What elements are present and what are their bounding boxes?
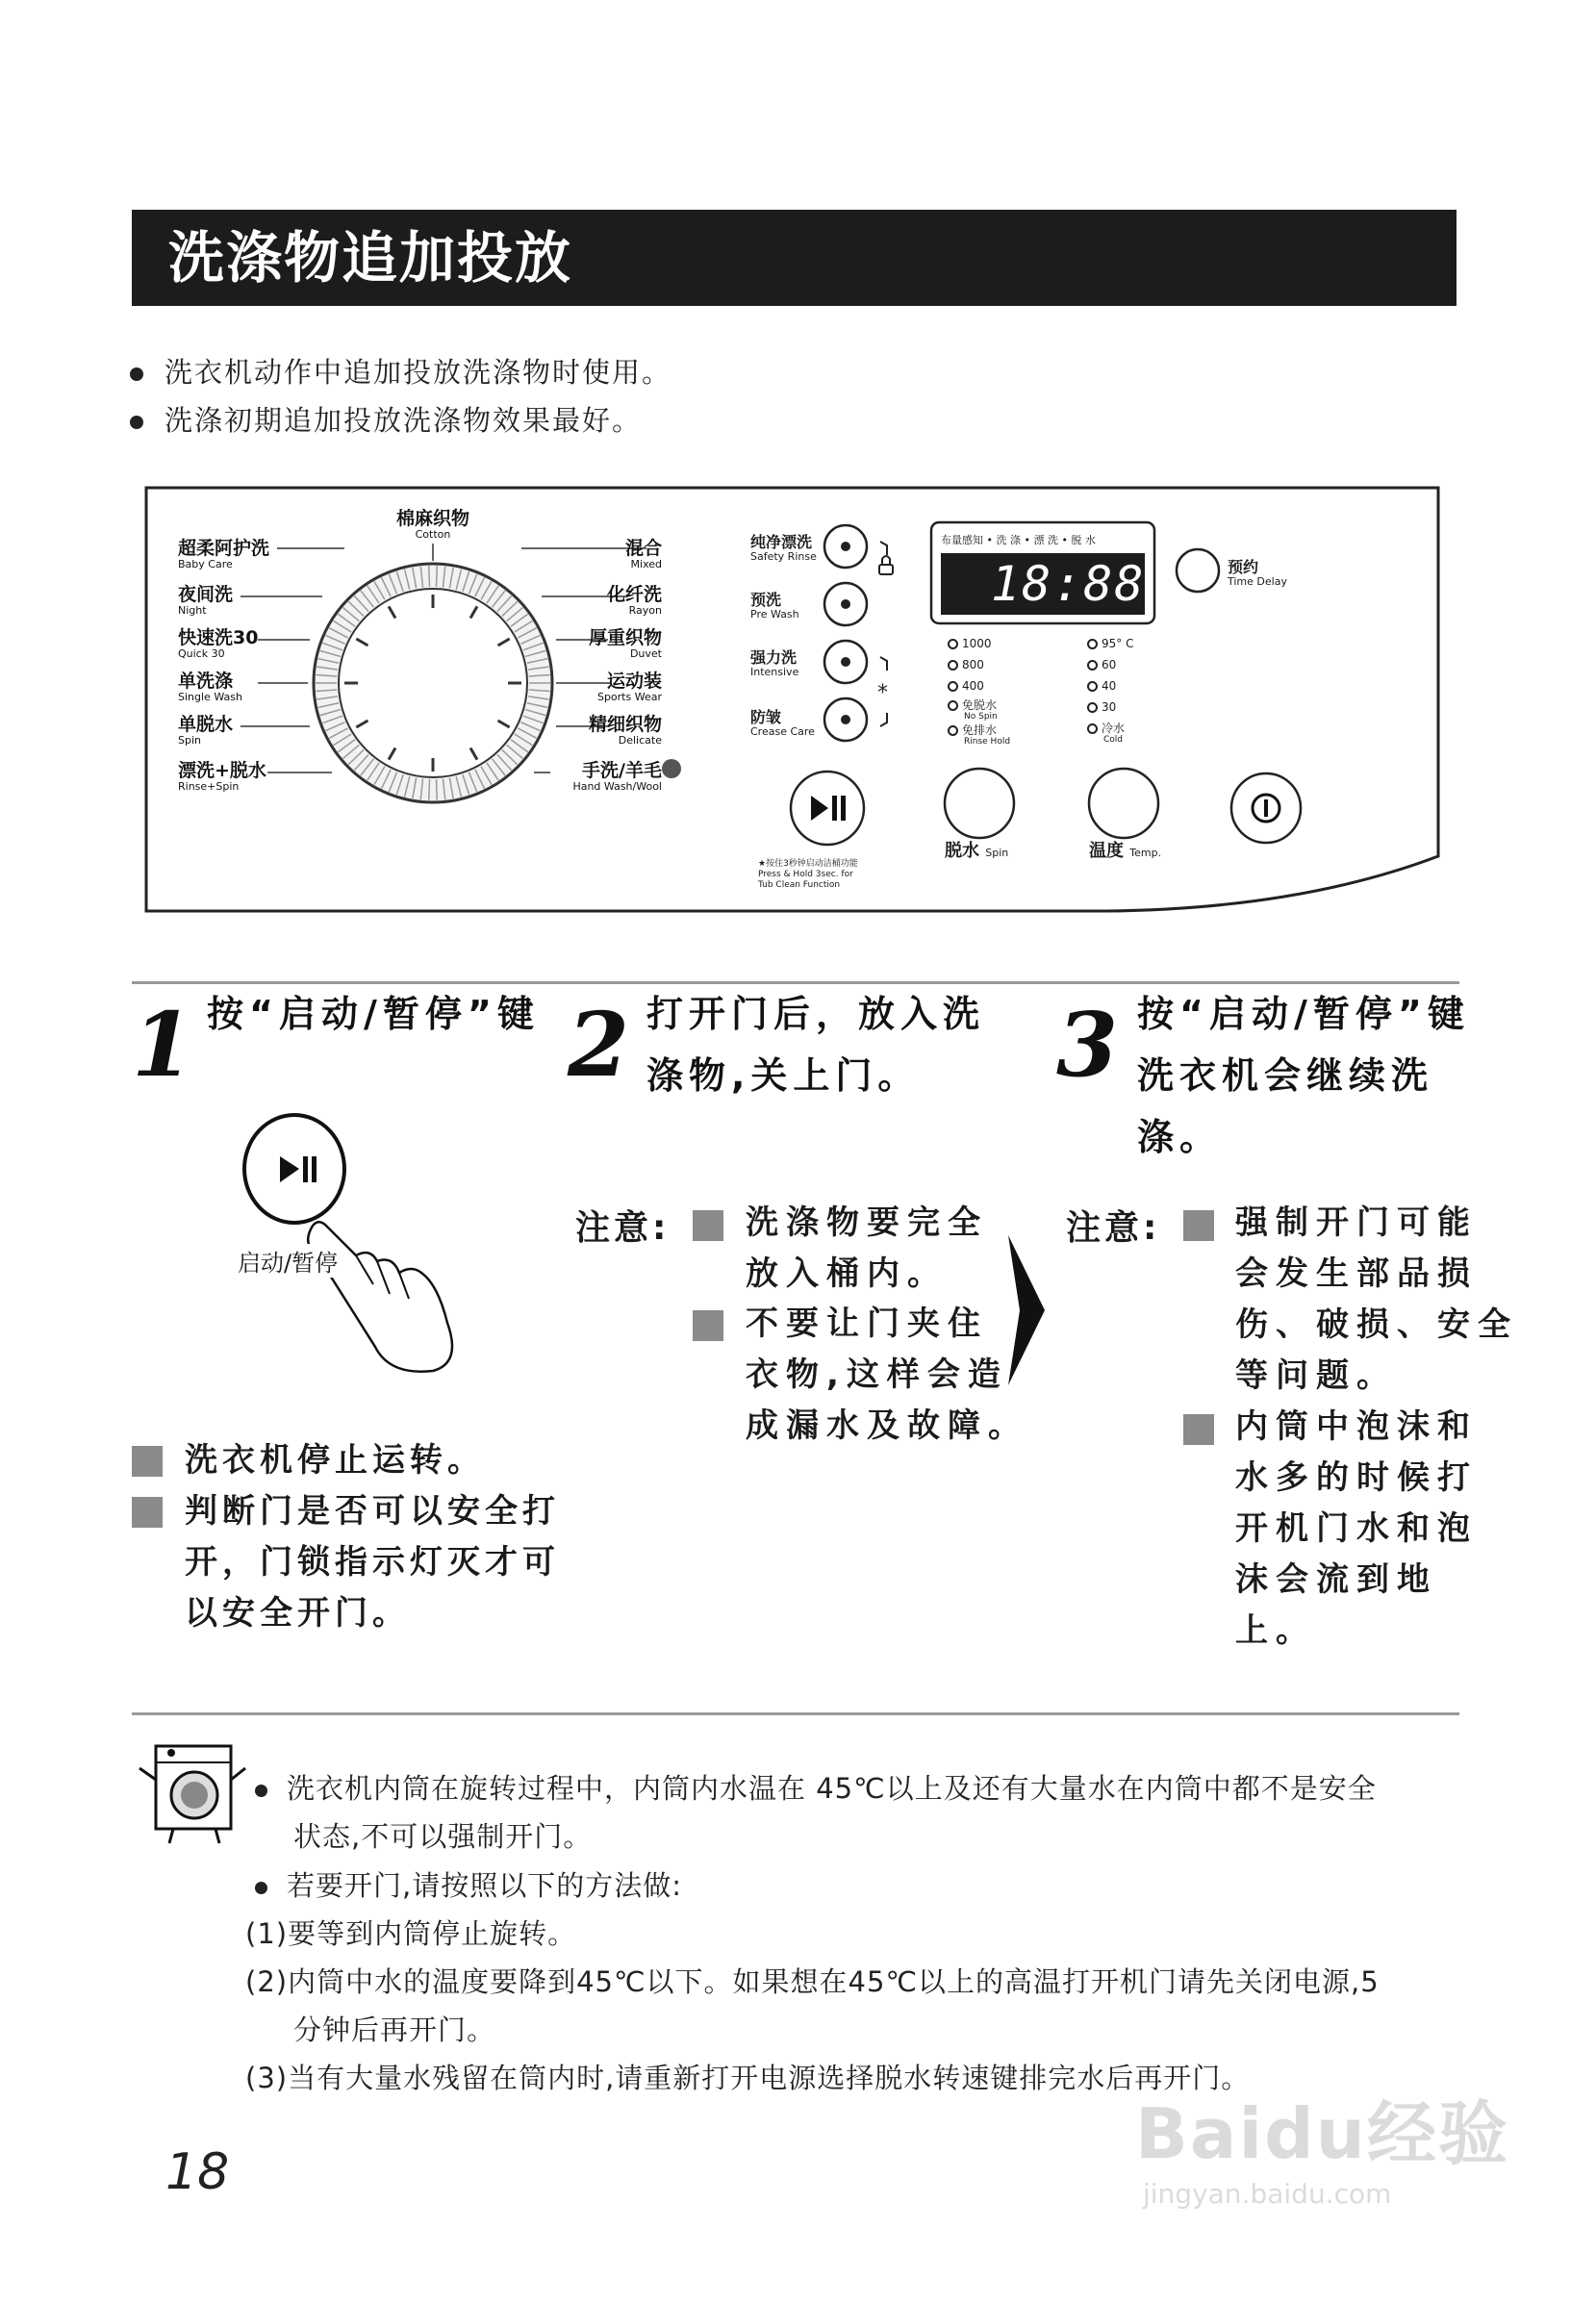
- next-arrow-icon: [1006, 1233, 1047, 1387]
- note-bullet-1: 洗衣机内筒在旋转过程中，内筒内水温在 45℃以上及还有大量水在内筒中都不是安全 状态,不可以强制开门。: [255, 1764, 1377, 1861]
- step-3-note-marker-1: [1183, 1210, 1214, 1241]
- option-safety-rinse: 纯净漂洗 Safety Rinse: [750, 533, 817, 563]
- spin-led-800: 800: [948, 659, 984, 671]
- step-2-text: 打开门后，放入洗 涤物,关上门。: [646, 993, 986, 1097]
- step-2-note-title: 注意:: [575, 1208, 671, 1248]
- note-item-3: (3)当有大量水残留在筒内时,请重新打开电源选择脱水转速键排完水后再开门。: [245, 2062, 1251, 2094]
- dial-label-mixed: 混合 Mixed: [624, 538, 662, 570]
- dial-label-sports-wear: 运动装 Sports Wear: [596, 671, 662, 703]
- dial-label-delicate: 精细织物 Delicate: [588, 714, 662, 747]
- time-delay-label: 预约 Time Delay: [1228, 558, 1287, 588]
- dial-tick: [436, 566, 437, 587]
- baidu-watermark: [1135, 2078, 1520, 2251]
- tub-clean-note: ★按住3秒钟启动洁桶功能 Press & Hold 3sec. for Tub Clean Function: [758, 859, 858, 890]
- dial-label-single-wash: 单洗涤 Single Wash: [178, 671, 242, 703]
- bullet-icon: [255, 1882, 267, 1894]
- section-header: [132, 210, 1457, 306]
- dial-label-duvet: 厚重织物 Duvet: [588, 627, 662, 660]
- step-1-number: 1: [132, 993, 194, 1097]
- spin-led-1000: 1000: [948, 638, 992, 650]
- notes-top-divider: [132, 1712, 1459, 1715]
- start-pause-caption: 启动/暂停: [236, 1244, 340, 1278]
- note-item-1: (1)要等到内筒停止旋转。: [245, 1917, 577, 1950]
- dial-label-hand-wash: 手洗/羊毛 Hand Wash/Wool: [572, 760, 662, 793]
- dial-label-quick: 快速洗30 Quick 30: [178, 627, 259, 660]
- dial-label-cotton: 棉麻织物 Cotton: [396, 508, 470, 541]
- svg-text:*: *: [877, 681, 888, 705]
- intro-bullet-1: 洗衣机动作中追加投放洗涤物时使用。: [130, 351, 671, 391]
- page-number: 18: [165, 2143, 230, 2201]
- bullet-icon: [130, 416, 143, 429]
- step-2-note-marker-1: [693, 1210, 723, 1241]
- step-3-note-2: 内筒中泡沫和 水多的时候打 开机门水和泡 沫会流到地 上。: [1235, 1407, 1478, 1650]
- washing-machine-mascot-icon: [135, 1732, 250, 1847]
- step-3-note-1: 强制开门可能 会发生部品损 伤、破损、安全 等问题。: [1235, 1203, 1518, 1395]
- temp-led-95: 95° C: [1087, 638, 1133, 650]
- note-item-2: (2)内筒中水的温度要降到45℃以下。如果想在45℃以上的高温打开机门请先关闭电源,5 分钟后再开门。: [245, 1965, 1380, 2046]
- step-1-result-marker-1: [132, 1446, 163, 1477]
- spin-led-no-spin: 免脱水 No Spin: [948, 699, 998, 722]
- step-1-result-1: 洗衣机停止运转。: [185, 1441, 485, 1480]
- control-panel-illustration: [144, 486, 1443, 919]
- option-pre-wash: 预洗 Pre Wash: [750, 591, 799, 621]
- step-1-result-marker-2: [132, 1497, 163, 1528]
- dial-label-spin: 单脱水 Spin: [178, 714, 234, 747]
- option-crease-care: 防皱 Crease Care: [750, 708, 815, 738]
- intro-bullet-2: 洗涤初期追加投放洗涤物效果最好。: [130, 399, 642, 439]
- step-1-result-2: 判断门是否可以安全打 开，门锁指示灯灭才可 以安全开门。: [185, 1492, 560, 1633]
- bullet-icon: [130, 367, 143, 381]
- spin-led-400: 400: [948, 680, 984, 693]
- watermark-url: jingyan.baidu.com: [1143, 2178, 1392, 2210]
- step-2-note-1: 洗涤物要完全 放入桶内。: [746, 1203, 988, 1293]
- step-3-number: 3: [1056, 993, 1119, 1097]
- spin-button-label: 脱水 Spin: [945, 841, 1009, 861]
- temp-button-label: 温度 Temp.: [1089, 841, 1162, 861]
- dial-label-baby-care: 超柔阿护洗 Baby Care: [178, 538, 270, 570]
- page-title: 洗涤物追加投放: [168, 225, 573, 291]
- step-3-note-title: 注意:: [1066, 1208, 1161, 1248]
- option-intensive: 强力洗 Intensive: [750, 648, 799, 678]
- step-2-note-2: 不要让门夹住 衣物,这样会造 成漏水及故障。: [746, 1304, 1028, 1445]
- dial-tick: [429, 779, 430, 800]
- temp-led-30: 30: [1087, 701, 1116, 714]
- step-1-text: 按“启动/暂停”键: [207, 993, 540, 1035]
- display-digits: 18:88: [991, 556, 1146, 612]
- step-3-note-marker-2: [1183, 1414, 1214, 1445]
- dial-tick: [429, 566, 430, 587]
- bullet-icon: [255, 1785, 267, 1797]
- temp-led-40: 40: [1087, 680, 1116, 693]
- spin-led-rinse-hold: 免排水 Rinse Hold: [948, 724, 1010, 747]
- temp-led-60: 60: [1087, 659, 1116, 671]
- watermark-logo: Baidu经验: [1135, 2093, 1509, 2174]
- dial-label-night: 夜间洗 Night: [178, 584, 234, 617]
- step-2-note-marker-2: [693, 1310, 723, 1341]
- step-2-number: 2: [568, 993, 630, 1097]
- dial-label-rayon: 化纤洗 Rayon: [606, 584, 662, 617]
- dial-tick: [436, 779, 437, 800]
- note-bullet-2: 若要开门,请按照以下的方法做:: [255, 1862, 682, 1910]
- dial-label-rinse-spin: 漂洗+脱水 Rinse+Spin: [178, 760, 266, 793]
- display-status-header: 布量感知 • 洗 涤 • 漂 洗 • 脱 水: [941, 534, 1096, 546]
- step-3-text: 按“启动/暂停”键 洗衣机会继续洗 涤。: [1137, 993, 1470, 1158]
- temp-led-cold: 冷水 Cold: [1087, 722, 1125, 745]
